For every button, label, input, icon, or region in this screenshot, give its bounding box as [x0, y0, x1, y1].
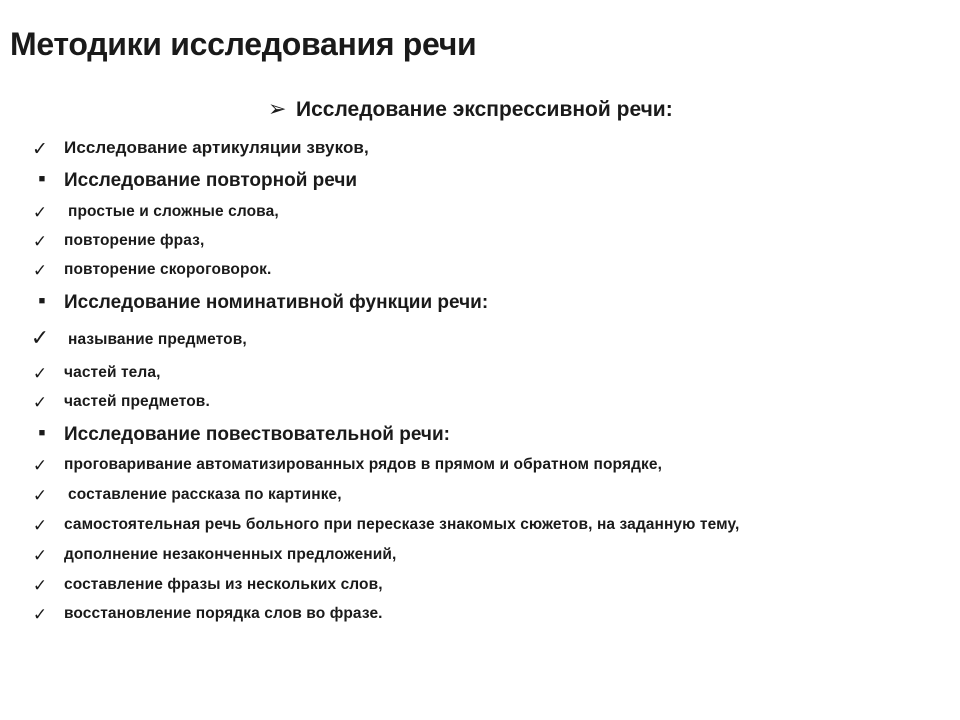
check-icon: ✓: [32, 576, 48, 595]
list-item-text: составление рассказа по картинке,: [68, 486, 342, 503]
list-item-text: самостоятельная речь больного при пересказе знакомых сюжетов, на заданную тему,: [64, 516, 740, 533]
check-icon: ✓: [32, 456, 48, 475]
section-heading: [268, 96, 673, 122]
square-bullet-icon: ■: [38, 295, 46, 307]
list-item-text: называние предметов,: [68, 331, 247, 348]
list-item-text: составление фразы из нескольких слов,: [64, 576, 383, 593]
list-item-text: повторение фраз,: [64, 232, 205, 249]
check-icon: ✓: [32, 605, 48, 624]
slide-title: Методики исследования речи: [10, 26, 477, 62]
list-heading-text: Исследование номинативной функции речи:: [64, 292, 489, 313]
list-heading-text: Исследование повествовательной речи:: [64, 424, 450, 445]
check-icon: ✓: [30, 325, 50, 350]
section-heading-text: Исследование экспрессивной речи:: [296, 98, 673, 121]
list-item-text: дополнение незаконченных предложений,: [64, 546, 397, 563]
list-item-text: повторение скороговорок.: [64, 261, 272, 278]
check-icon: ✓: [32, 516, 48, 535]
check-icon: ✓: [32, 364, 48, 383]
square-bullet-icon: ■: [38, 427, 46, 439]
check-icon: ✓: [32, 232, 48, 251]
list-item-text: восстановление порядка слов во фразе.: [64, 605, 383, 622]
check-icon: ✓: [32, 203, 48, 222]
check-icon: ✓: [32, 139, 48, 160]
list-item-text: Исследование артикуляции звуков,: [64, 138, 369, 157]
square-bullet-icon: ■: [38, 173, 46, 185]
chevron-arrow-icon: ➢: [268, 96, 287, 121]
list-item-text: частей тела,: [64, 364, 161, 381]
check-icon: ✓: [32, 546, 48, 565]
check-icon: ✓: [32, 486, 48, 505]
list-item-text: частей предметов.: [64, 393, 210, 410]
check-icon: ✓: [32, 393, 48, 412]
check-icon: ✓: [32, 261, 48, 280]
list-item-text: простые и сложные слова,: [68, 203, 279, 220]
list-heading-text: Исследование повторной речи: [64, 170, 358, 191]
list-item-text: проговаривание автоматизированных рядов в прямом и обратном порядке,: [64, 456, 662, 473]
